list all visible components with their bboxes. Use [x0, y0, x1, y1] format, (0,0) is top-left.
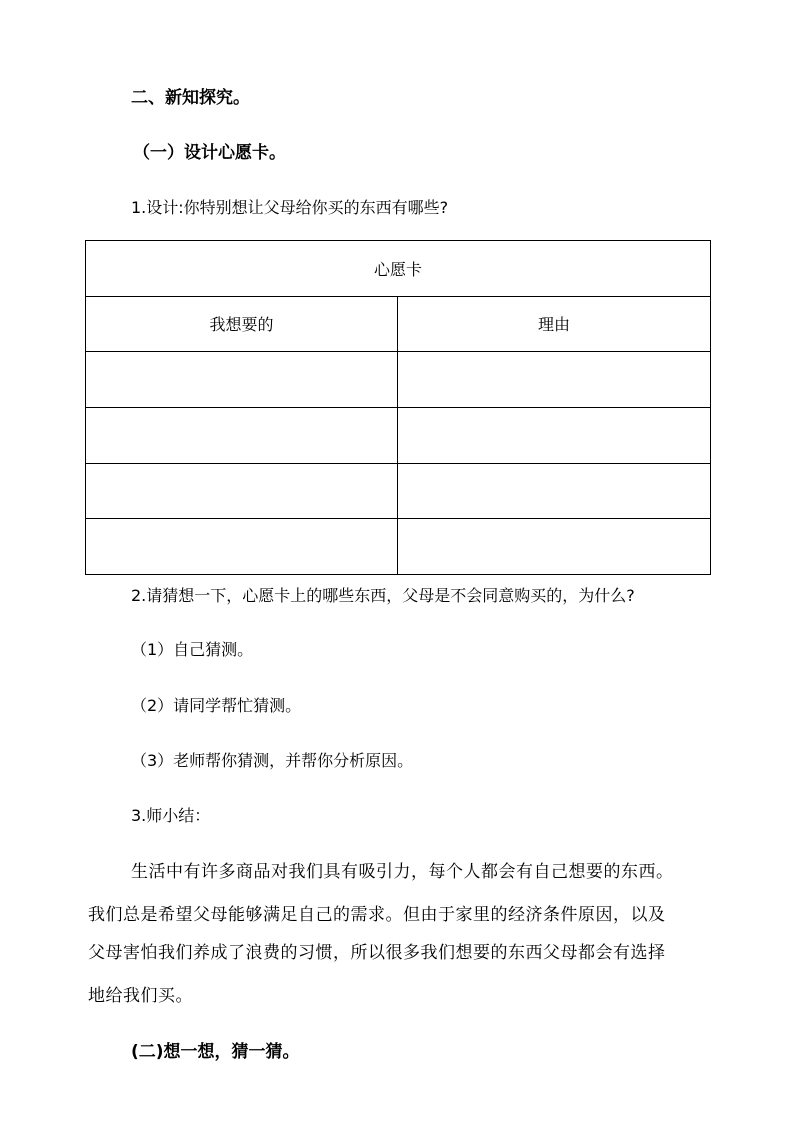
column-header-reason: 理由 [398, 296, 711, 352]
question-2-item: （3）老师帮你猜测，并帮你分析原因。 [131, 751, 414, 770]
heading-sub-think-guess: (二)想一想，猜一猜。 [131, 1042, 300, 1062]
table-cell-reason[interactable] [398, 352, 711, 408]
wish-card-table [85, 240, 711, 575]
table-cell-want[interactable] [86, 352, 398, 408]
table-row [86, 407, 711, 463]
heading-main: 二、新知探究。 [131, 88, 250, 108]
table-row [86, 352, 711, 408]
table-header-row [86, 296, 711, 352]
question-3: 3.师小结： [131, 806, 211, 825]
table-title: 心愿卡 [86, 241, 711, 297]
summary-line: 地给我们买。 [88, 986, 193, 1006]
question-2: 2.请猜想一下，心愿卡上的哪些东西，父母是不会同意购买的，为什么? [131, 586, 635, 605]
summary-line: 生活中有许多商品对我们具有吸引力，每个人都会有自己想要的东西。 [131, 862, 674, 882]
summary-line: 父母害怕我们养成了浪费的习惯，所以很多我们想要的东西父母都会有选择 [88, 943, 666, 963]
column-header-want: 我想要的 [86, 296, 398, 352]
table-cell-reason[interactable] [398, 463, 711, 519]
question-2-item: （1）自己猜测。 [131, 640, 254, 659]
heading-sub-design-card: （一）设计心愿卡。 [133, 143, 286, 163]
question-2-item: （2）请同学帮忙猜测。 [131, 696, 302, 715]
table-cell-want[interactable] [86, 463, 398, 519]
table-row [86, 519, 711, 575]
question-1: 1.设计:你特别想让父母给你买的东西有哪些? [131, 198, 449, 217]
table-title-row [86, 241, 711, 297]
table-cell-reason[interactable] [398, 407, 711, 463]
summary-line: 我们总是希望父母能够满足自己的需求。但由于家里的经济条件原因，以及 [88, 905, 666, 925]
table-row [86, 463, 711, 519]
table-cell-reason[interactable] [398, 519, 711, 575]
table-cell-want[interactable] [86, 519, 398, 575]
table-cell-want[interactable] [86, 407, 398, 463]
